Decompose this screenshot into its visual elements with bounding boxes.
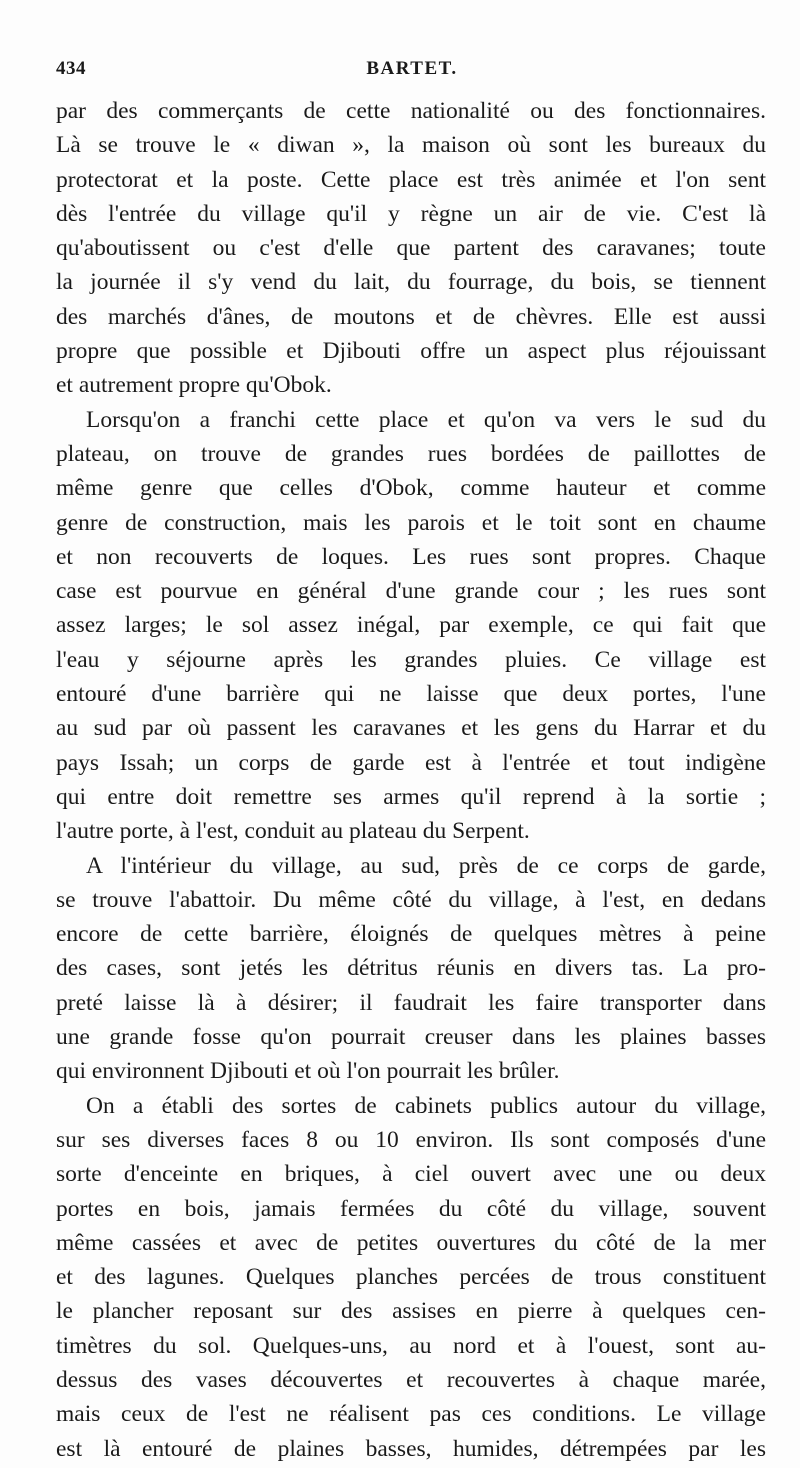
text-line: sorte d'enceinte en briques, à ciel ouvert avec une ou deux [56, 1161, 766, 1188]
text-line: encore de cette barrière, éloignés de quelques mètres à peine [56, 921, 766, 948]
text-line: au sud par où passent les caravanes et les gens du Harrar et du [56, 715, 766, 742]
text-line: mais ceux de l'est ne réalisent pas ces conditions. Le village [56, 1401, 766, 1428]
text-line: des marchés d'ânes, de moutons et de chèvres. Elle est aussi [56, 303, 766, 330]
text-line: sur ses diverses faces 8 ou 10 environ. Ils sont composés d'une [56, 1126, 766, 1153]
text-line: se trouve l'abattoir. Du même côté du village, à l'est, en dedans [56, 886, 766, 913]
text-line: assez larges; le sol assez inégal, par exemple, ce qui fait que [56, 612, 766, 639]
text-line: et autrement propre qu'Obok. [56, 372, 332, 399]
text-line: qui environnent Djibouti et où l'on pourrait les brûler. [56, 1058, 560, 1085]
text-line: et non recouverts de loques. Les rues sont propres. Chaque [56, 543, 766, 570]
paragraph-start-line: On a établi des sortes de cabinets publics autour du village, [86, 1092, 766, 1119]
text-line: entouré d'une barrière qui ne laisse que deux portes, l'une [56, 681, 766, 708]
running-head [56, 58, 768, 88]
text-line: genre de construction, mais les parois et le toit sont en chaume [56, 509, 766, 536]
paragraph-start-line: Lorsqu'on a franchi cette place et qu'on va vers le sud du [86, 406, 766, 433]
text-line: timètres du sol. Quelques-uns, au nord et à l'ouest, sont au- [56, 1332, 766, 1359]
running-title: BARTET. [366, 58, 458, 79]
text-line: plateau, on trouve de grandes rues bordées de paillottes de [56, 440, 766, 467]
text-line: pays Issah; un corps de garde est à l'entrée et tout indigène [56, 749, 766, 776]
text-line: propre que possible et Djibouti offre un aspect plus réjouissant [56, 338, 766, 365]
text-line: dessus des vases découvertes et recouvertes à chaque marée, [56, 1366, 766, 1393]
text-line: qu'aboutissent ou c'est d'elle que partent des caravanes; toute [56, 235, 766, 262]
text-line: protectorat et la poste. Cette place est très animée et l'on sent [56, 166, 766, 193]
text-line: des cases, sont jetés les détritus réunis en divers tas. La pro- [56, 955, 766, 982]
text-line: une grande fosse qu'on pourrait creuser dans les plaines basses [56, 1024, 766, 1051]
text-line: preté laisse là à désirer; il faudrait les faire transporter dans [56, 989, 766, 1016]
text-line: l'autre porte, à l'est, conduit au plateau du Serpent. [56, 818, 530, 845]
text-line: par des commerçants de cette nationalité ou des fonctionnaires. [56, 98, 766, 124]
body-text [56, 94, 766, 1466]
text-line: portes en bois, jamais fermées du côté du village, souvent [56, 1195, 766, 1222]
text-line: case est pourvue en général d'une grande cour ; les rues sont [56, 578, 766, 605]
paragraph-start-line: A l'intérieur du village, au sud, près de ce corps de garde, [86, 852, 766, 879]
text-line: le plancher reposant sur des assises en pierre à quelques cen- [56, 1298, 766, 1325]
text-line: même cassées et avec de petites ouvertures du côté de la mer [56, 1229, 766, 1256]
text-line: Là se trouve le « diwan », la maison où sont les bureaux du [56, 132, 766, 159]
text-line: l'eau y séjourne après les grandes pluies. Ce village est [56, 646, 766, 673]
page-number: 434 [56, 58, 86, 79]
text-line: même genre que celles d'Obok, comme hauteur et comme [56, 475, 766, 502]
text-line: qui entre doit remettre ses armes qu'il reprend à la sortie ; [56, 783, 766, 810]
text-line: dès l'entrée du village qu'il y règne un air de vie. C'est là [56, 200, 766, 227]
text-line: est là entouré de plaines basses, humides, détrempées par les [56, 1435, 766, 1462]
text-line: la journée il s'y vend du lait, du fourrage, du bois, se tiennent [56, 269, 766, 296]
text-line: et des lagunes. Quelques planches percées de trous constituent [56, 1264, 766, 1291]
